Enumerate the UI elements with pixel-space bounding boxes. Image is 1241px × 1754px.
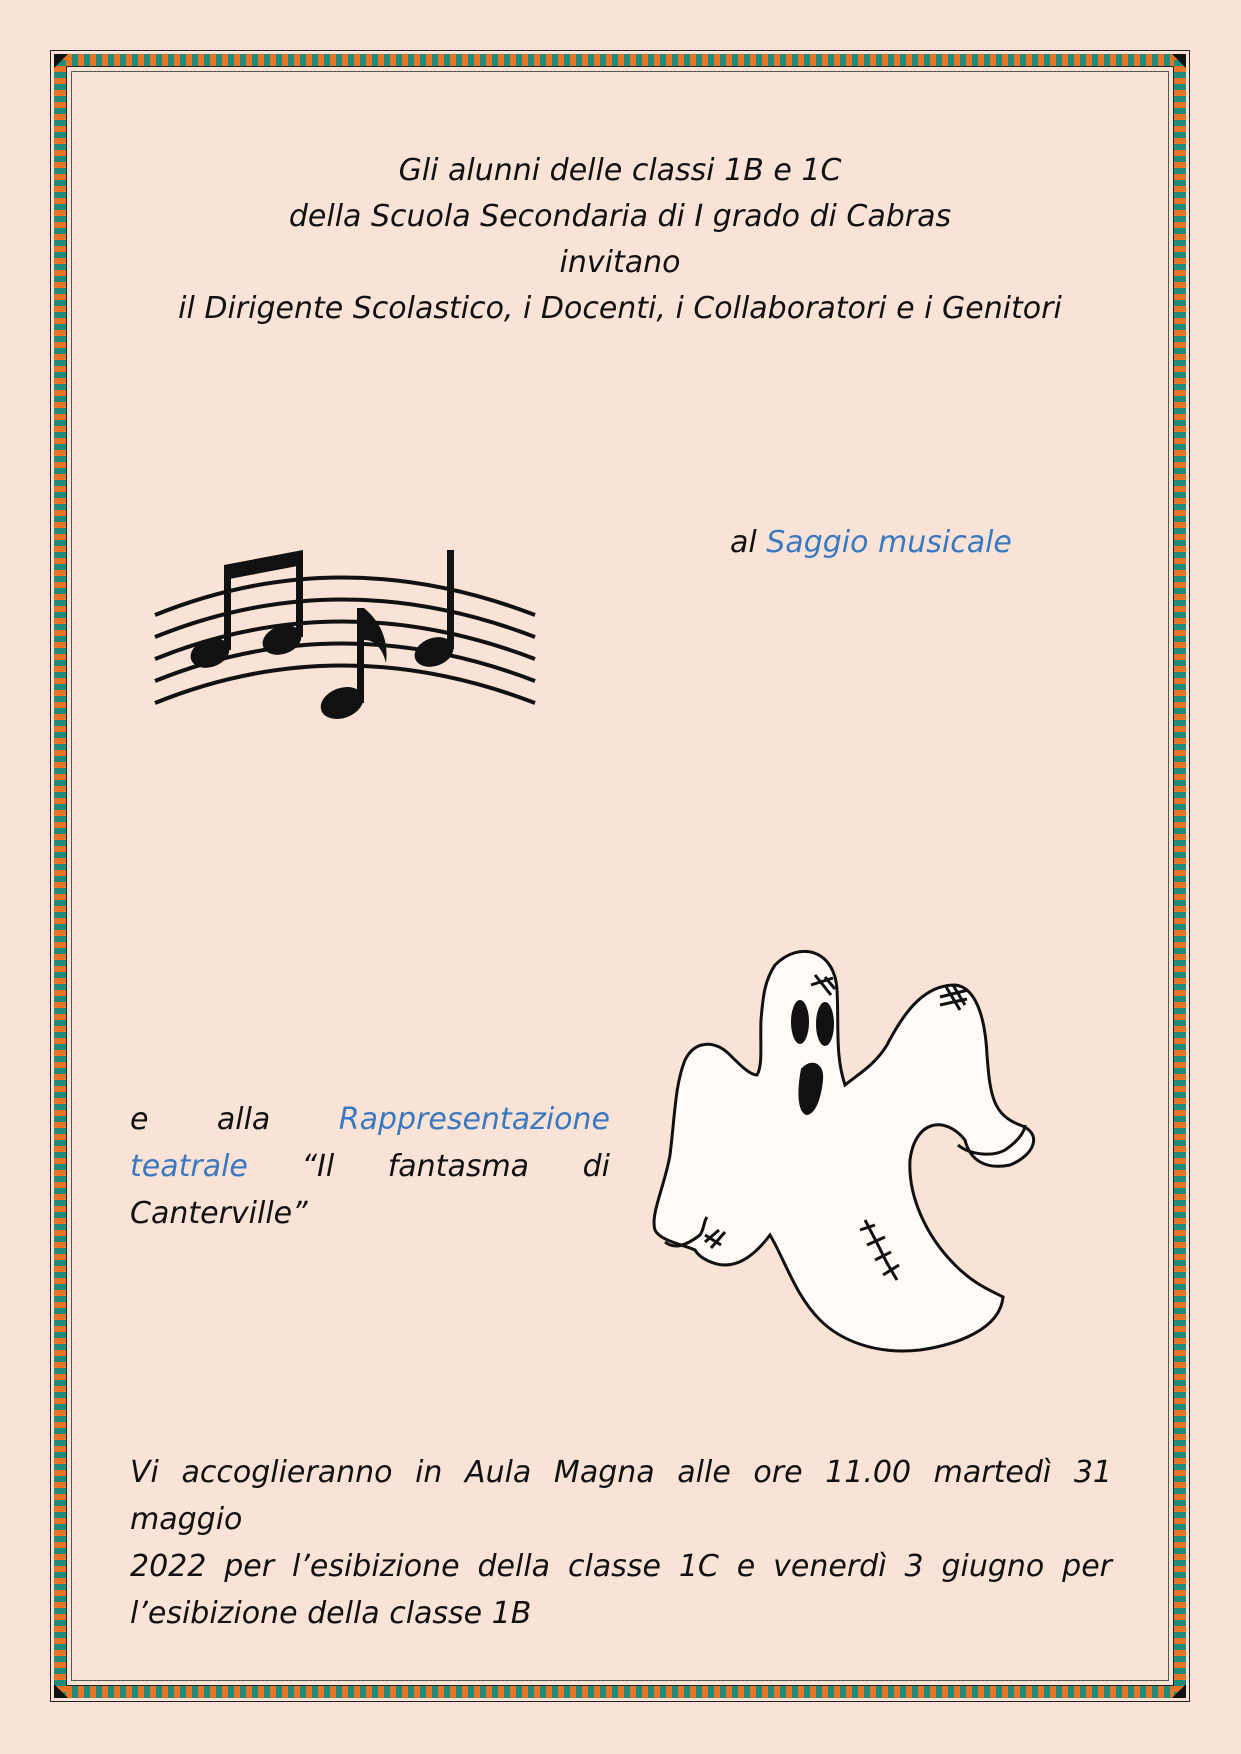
teatro-word-e: e bbox=[130, 1102, 149, 1137]
musical-recital-line bbox=[730, 520, 1012, 566]
teatro-title-part4: Canterville” bbox=[130, 1196, 308, 1231]
teatro-title-part3: di bbox=[582, 1149, 610, 1184]
header-line-invite: invitano bbox=[559, 245, 681, 280]
header-line-classes: Gli alunni delle classi 1B e 1C bbox=[398, 153, 842, 188]
music-notes-icon bbox=[150, 545, 550, 735]
recital-event-name: Saggio musicale bbox=[766, 525, 1012, 560]
closing-paragraph bbox=[130, 1449, 1112, 1637]
teatro-event-part1: Rappresentazione bbox=[338, 1102, 610, 1137]
teatro-line-2 bbox=[130, 1143, 610, 1190]
teatro-line-3 bbox=[130, 1190, 610, 1237]
ghost-icon bbox=[625, 945, 1065, 1405]
invitation-header bbox=[90, 148, 1150, 332]
teatro-event-part2: teatrale bbox=[130, 1149, 248, 1184]
teatro-title-part2: fantasma bbox=[387, 1149, 530, 1184]
header-line-guests: il Dirigente Scolastico, i Docenti, i Collaboratori e i Genitori bbox=[178, 291, 1062, 326]
theatre-performance-text bbox=[130, 1096, 610, 1237]
closing-line-3: l’esibizione della classe 1B bbox=[130, 1596, 532, 1631]
recital-prefix: al bbox=[730, 525, 757, 560]
teatro-word-alla: alla bbox=[216, 1102, 271, 1137]
header-line-school: della Scuola Secondaria di I grado di Cabras bbox=[288, 199, 952, 234]
teatro-title-part1: “Il bbox=[301, 1149, 335, 1184]
teatro-line-1 bbox=[130, 1096, 610, 1143]
closing-line-2: 2022 per l’esibizione della classe 1C e venerdì 3 giugno per bbox=[130, 1549, 1112, 1584]
closing-line-1: Vi accoglieranno in Aula Magna alle ore 11.00 martedì 31 maggio bbox=[130, 1455, 1112, 1537]
